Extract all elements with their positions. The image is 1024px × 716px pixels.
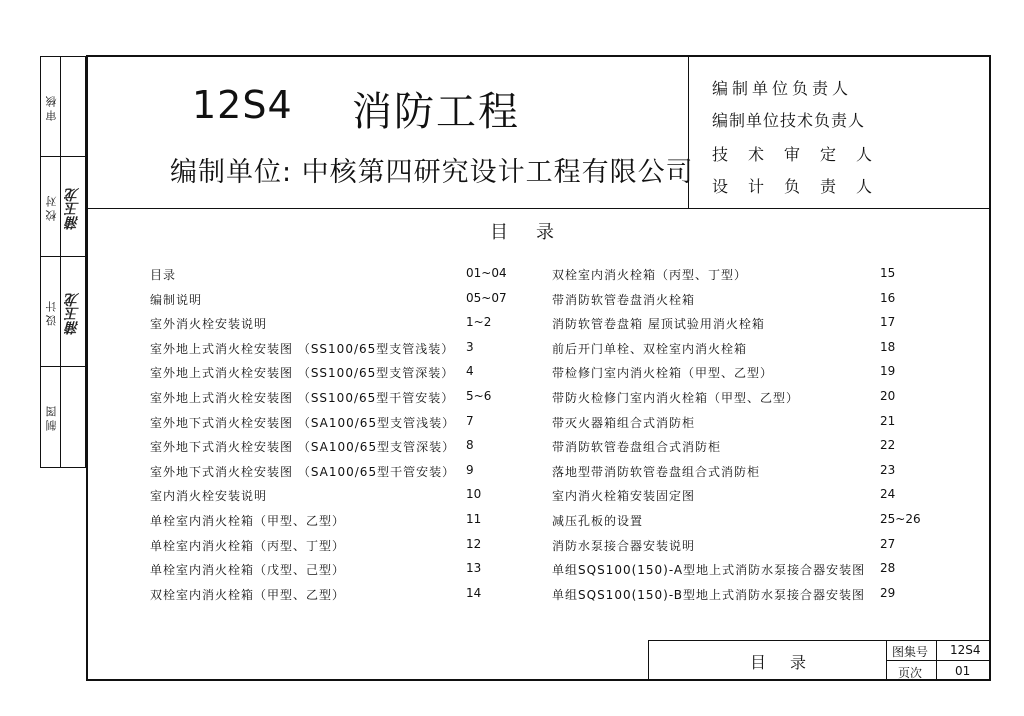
toc-entry-page: 8 (466, 438, 474, 453)
header-divider (86, 208, 991, 209)
toc-entry-title: 目录 (150, 268, 177, 282)
title-block-name: 目录 (750, 653, 831, 672)
sidebar-cell-review (41, 57, 85, 157)
toc-entry-page: 18 (880, 339, 896, 354)
sidebar-signature-design: 蒲玉龙 (65, 293, 81, 335)
toc-entry-page: 12 (466, 536, 482, 551)
toc-entry-page: 01~04 (466, 266, 507, 280)
toc-entry-title: 编制说明 (150, 292, 203, 307)
toc-entry-page: 22 (880, 438, 896, 453)
toc-entry-page: 21 (880, 413, 896, 428)
toc-entry-page: 28 (880, 561, 896, 576)
toc-entry-title: 前后开门单栓、双栓室内消火栓箱 (552, 341, 748, 356)
toc-entry-title: 室外地上式消火栓安装图 （SS100/65型支管深装） (150, 366, 455, 381)
toc-entry-title: 室外地下式消火栓安装图 （SA100/65型干管安装） (150, 464, 456, 479)
toc-entry-title: 室外消火栓安装说明 (150, 317, 268, 332)
toc-entry-title: 室外地下式消火栓安装图 （SA100/65型支管浅装） (150, 415, 456, 430)
sidebar-label-check: 校对 (45, 193, 58, 221)
toc-entry-page: 24 (880, 487, 896, 502)
toc-entry-page: 05~07 (466, 290, 507, 305)
toc-entry-title: 室外地上式消火栓安装图 （SS100/65型支管浅装） (150, 341, 455, 356)
sidebar-label-design: 设计 (45, 298, 58, 326)
toc-entry-page: 15 (880, 266, 896, 280)
toc-entry-title: 单栓室内消火栓箱（丙型、丁型） (150, 538, 346, 553)
toc-entry-page: 17 (880, 315, 896, 330)
sidebar-cell-design (41, 257, 85, 367)
toc-entry-page: 19 (880, 364, 896, 379)
toc-entry-title: 带消防软管卷盘组合式消防柜 (552, 440, 722, 455)
toc-entry-title: 消防水泵接合器安装说明 (552, 538, 696, 553)
toc-entry-page: 1~2 (466, 315, 492, 330)
toc-entry-title: 室外地下式消火栓安装图 （SA100/65型支管深装） (150, 440, 456, 455)
toc-entry-page: 25~26 (880, 512, 921, 526)
sidebar-cell-check (41, 157, 85, 257)
toc-entry-page: 10 (466, 487, 482, 502)
title-block-divider (886, 660, 991, 661)
toc-entry-page: 14 (466, 585, 482, 600)
page-number-label: 页次 (898, 666, 923, 680)
toc-entry-page: 9 (466, 462, 474, 477)
toc-entry-title: 双栓室内消火栓箱（丙型、丁型） (552, 268, 748, 282)
page-number-value: 01 (955, 664, 971, 678)
toc-entry-title: 带灭火器箱组合式消防柜 (552, 415, 696, 430)
toc-title: 目录 (490, 222, 582, 243)
toc-entry-page: 11 (466, 512, 482, 526)
responsibility-1: 编制单位负责人 (712, 79, 853, 98)
signature-sidebar (40, 56, 86, 468)
atlas-number-value: 12S4 (950, 643, 981, 657)
toc-entry-page: 29 (880, 585, 896, 600)
toc-entry-title: 单组SQS100(150)-B型地上式消防水泵接合器安装图 (552, 587, 865, 602)
toc-entry-title: 单组SQS100(150)-A型地上式消防水泵接合器安装图 (552, 563, 866, 578)
toc-entry-title: 带检修门室内消火栓箱（甲型、乙型） (552, 366, 774, 381)
sidebar-label-draw: 制图 (45, 403, 58, 431)
atlas-code: 12S4 (192, 83, 293, 127)
toc-entry-title: 单栓室内消火栓箱（戊型、己型） (150, 563, 346, 578)
toc-entry-title: 双栓室内消火栓箱（甲型、乙型） (150, 587, 346, 602)
toc-entry-title: 室外地上式消火栓安装图 （SS100/65型干管安装） (150, 391, 455, 405)
toc-entry-title: 室内消火栓箱安装固定图 (552, 489, 696, 504)
toc-entry-page: 13 (466, 561, 482, 576)
atlas-number-label: 图集号 (892, 645, 929, 659)
sidebar-label-review: 审核 (45, 93, 58, 121)
atlas-title: 消防工程 (352, 89, 520, 135)
toc-entry-title: 单栓室内消火栓箱（甲型、乙型） (150, 514, 346, 528)
toc-entry-title: 落地型带消防软管卷盘组合式消防柜 (552, 464, 761, 479)
toc-entry-page: 5~6 (466, 389, 492, 403)
toc-entry-title: 室内消火栓安装说明 (150, 489, 268, 504)
toc-entry-title: 带消防软管卷盘消火栓箱 (552, 292, 696, 307)
toc-entry-page: 4 (466, 364, 474, 379)
toc-entry-title: 带防火检修门室内消火栓箱（甲型、乙型） (552, 391, 800, 405)
responsibility-4: 设计负责人 (712, 177, 893, 196)
toc-entry-page: 27 (880, 536, 896, 551)
toc-entry-title: 减压孔板的设置 (552, 514, 644, 528)
toc-entry-page: 16 (880, 290, 896, 305)
sidebar-cell-draw (41, 367, 85, 467)
toc-entry-page: 23 (880, 462, 896, 477)
sidebar-signature-check: 蒲玉龙 (65, 188, 81, 230)
toc-entry-title: 消防软管卷盘箱 屋顶试验用消火栓箱 (552, 317, 765, 332)
organization: 编制单位: 中核第四研究设计工程有限公司 (170, 157, 694, 188)
responsibility-3: 技术审定人 (712, 145, 893, 164)
toc-entry-page: 20 (880, 389, 896, 403)
toc-entry-page: 3 (466, 339, 474, 354)
toc-entry-page: 7 (466, 413, 474, 428)
responsibility-2: 编制单位技术负责人 (712, 111, 866, 130)
